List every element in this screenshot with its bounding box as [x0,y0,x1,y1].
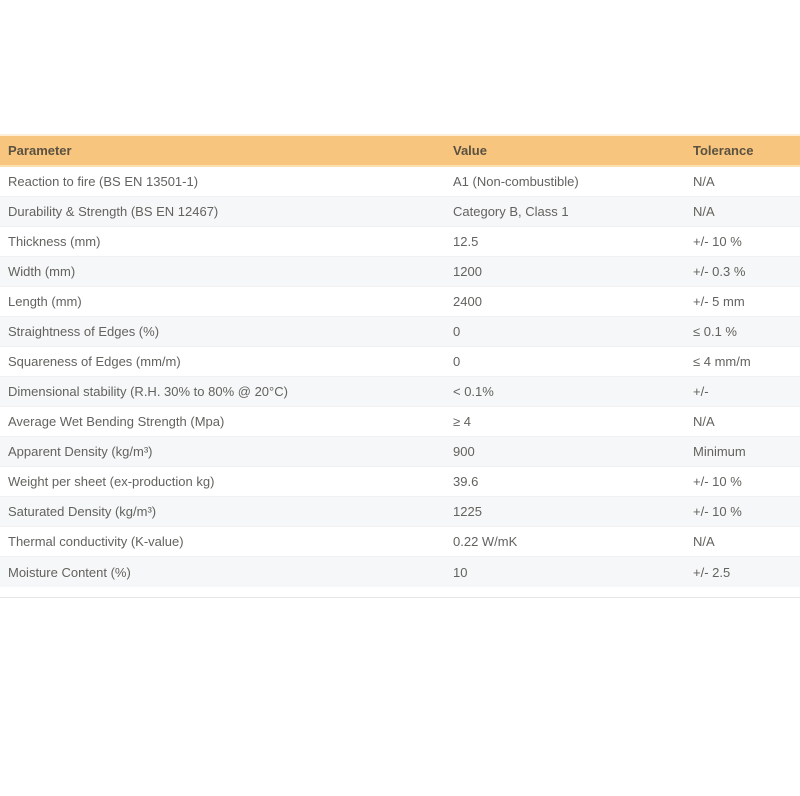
tolerance-cell: +/- [693,384,709,399]
header-cell-value: Value [453,143,487,158]
param-cell: Saturated Density (kg/m³) [8,504,157,519]
param-cell: Width (mm) [8,264,76,279]
value-cell: 0.22 W/mK [453,534,518,549]
tolerance-cell: N/A [693,414,715,429]
table-row [0,197,800,227]
table-row [0,527,800,557]
value-cell: 2400 [453,294,482,309]
param-cell: Straightness of Edges (%) [8,324,160,339]
param-cell: Squareness of Edges (mm/m) [8,354,181,369]
value-cell: 900 [453,444,475,459]
tolerance-cell: +/- 0.3 % [693,264,746,279]
param-cell: Dimensional stability (R.H. 30% to 80% @ 20°C) [8,384,288,399]
value-cell: Category B, Class 1 [453,204,569,219]
param-cell: Durability & Strength (BS EN 12467) [8,204,219,219]
table-row [0,347,800,377]
param-cell: Weight per sheet (ex-production kg) [8,474,215,489]
value-cell: A1 (Non-combustible) [453,174,579,189]
spec-table-header [0,134,800,167]
spec-table-body [0,167,800,587]
param-cell: Length (mm) [8,294,82,309]
table-row [0,257,800,287]
param-cell: Thermal conductivity (K-value) [8,534,184,549]
param-cell: Reaction to fire (BS EN 13501-1) [8,174,199,189]
value-cell: 0 [453,324,461,339]
value-cell: 12.5 [453,234,479,249]
param-cell: Average Wet Bending Strength (Mpa) [8,414,225,429]
param-cell: Moisture Content (%) [8,564,131,580]
tolerance-cell: ≤ 4 mm/m [693,354,751,369]
tolerance-cell: N/A [693,204,715,219]
table-row [0,497,800,527]
value-cell: < 0.1% [453,384,494,399]
param-cell: Apparent Density (kg/m³) [8,444,153,459]
tolerance-cell: +/- 2.5 [693,564,731,580]
table-row [0,167,800,197]
tolerance-cell: N/A [693,174,715,189]
tolerance-cell: +/- 10 % [693,474,742,489]
tolerance-cell: Minimum [693,444,746,459]
header-cell-parameter: Parameter [8,143,72,158]
table-row [0,227,800,257]
value-cell: 0 [453,354,461,369]
table-row [0,407,800,437]
value-cell: 39.6 [453,474,479,489]
tolerance-cell: +/- 10 % [693,504,742,519]
value-cell: 1200 [453,264,482,279]
value-cell: 1225 [453,504,482,519]
tolerance-cell: N/A [693,534,715,549]
table-row [0,287,800,317]
tolerance-cell: ≤ 0.1 % [693,324,737,339]
table-row [0,377,800,407]
table-row [0,467,800,497]
tolerance-cell: +/- 5 mm [693,294,745,309]
table-row [0,437,800,467]
table-row [0,317,800,347]
table-row [0,557,800,587]
spec-table [0,134,800,598]
param-cell: Thickness (mm) [8,234,101,249]
value-cell: 10 [453,564,468,580]
value-cell: ≥ 4 [453,414,471,429]
header-cell-tolerance: Tolerance [693,143,754,158]
tolerance-cell: +/- 10 % [693,234,742,249]
